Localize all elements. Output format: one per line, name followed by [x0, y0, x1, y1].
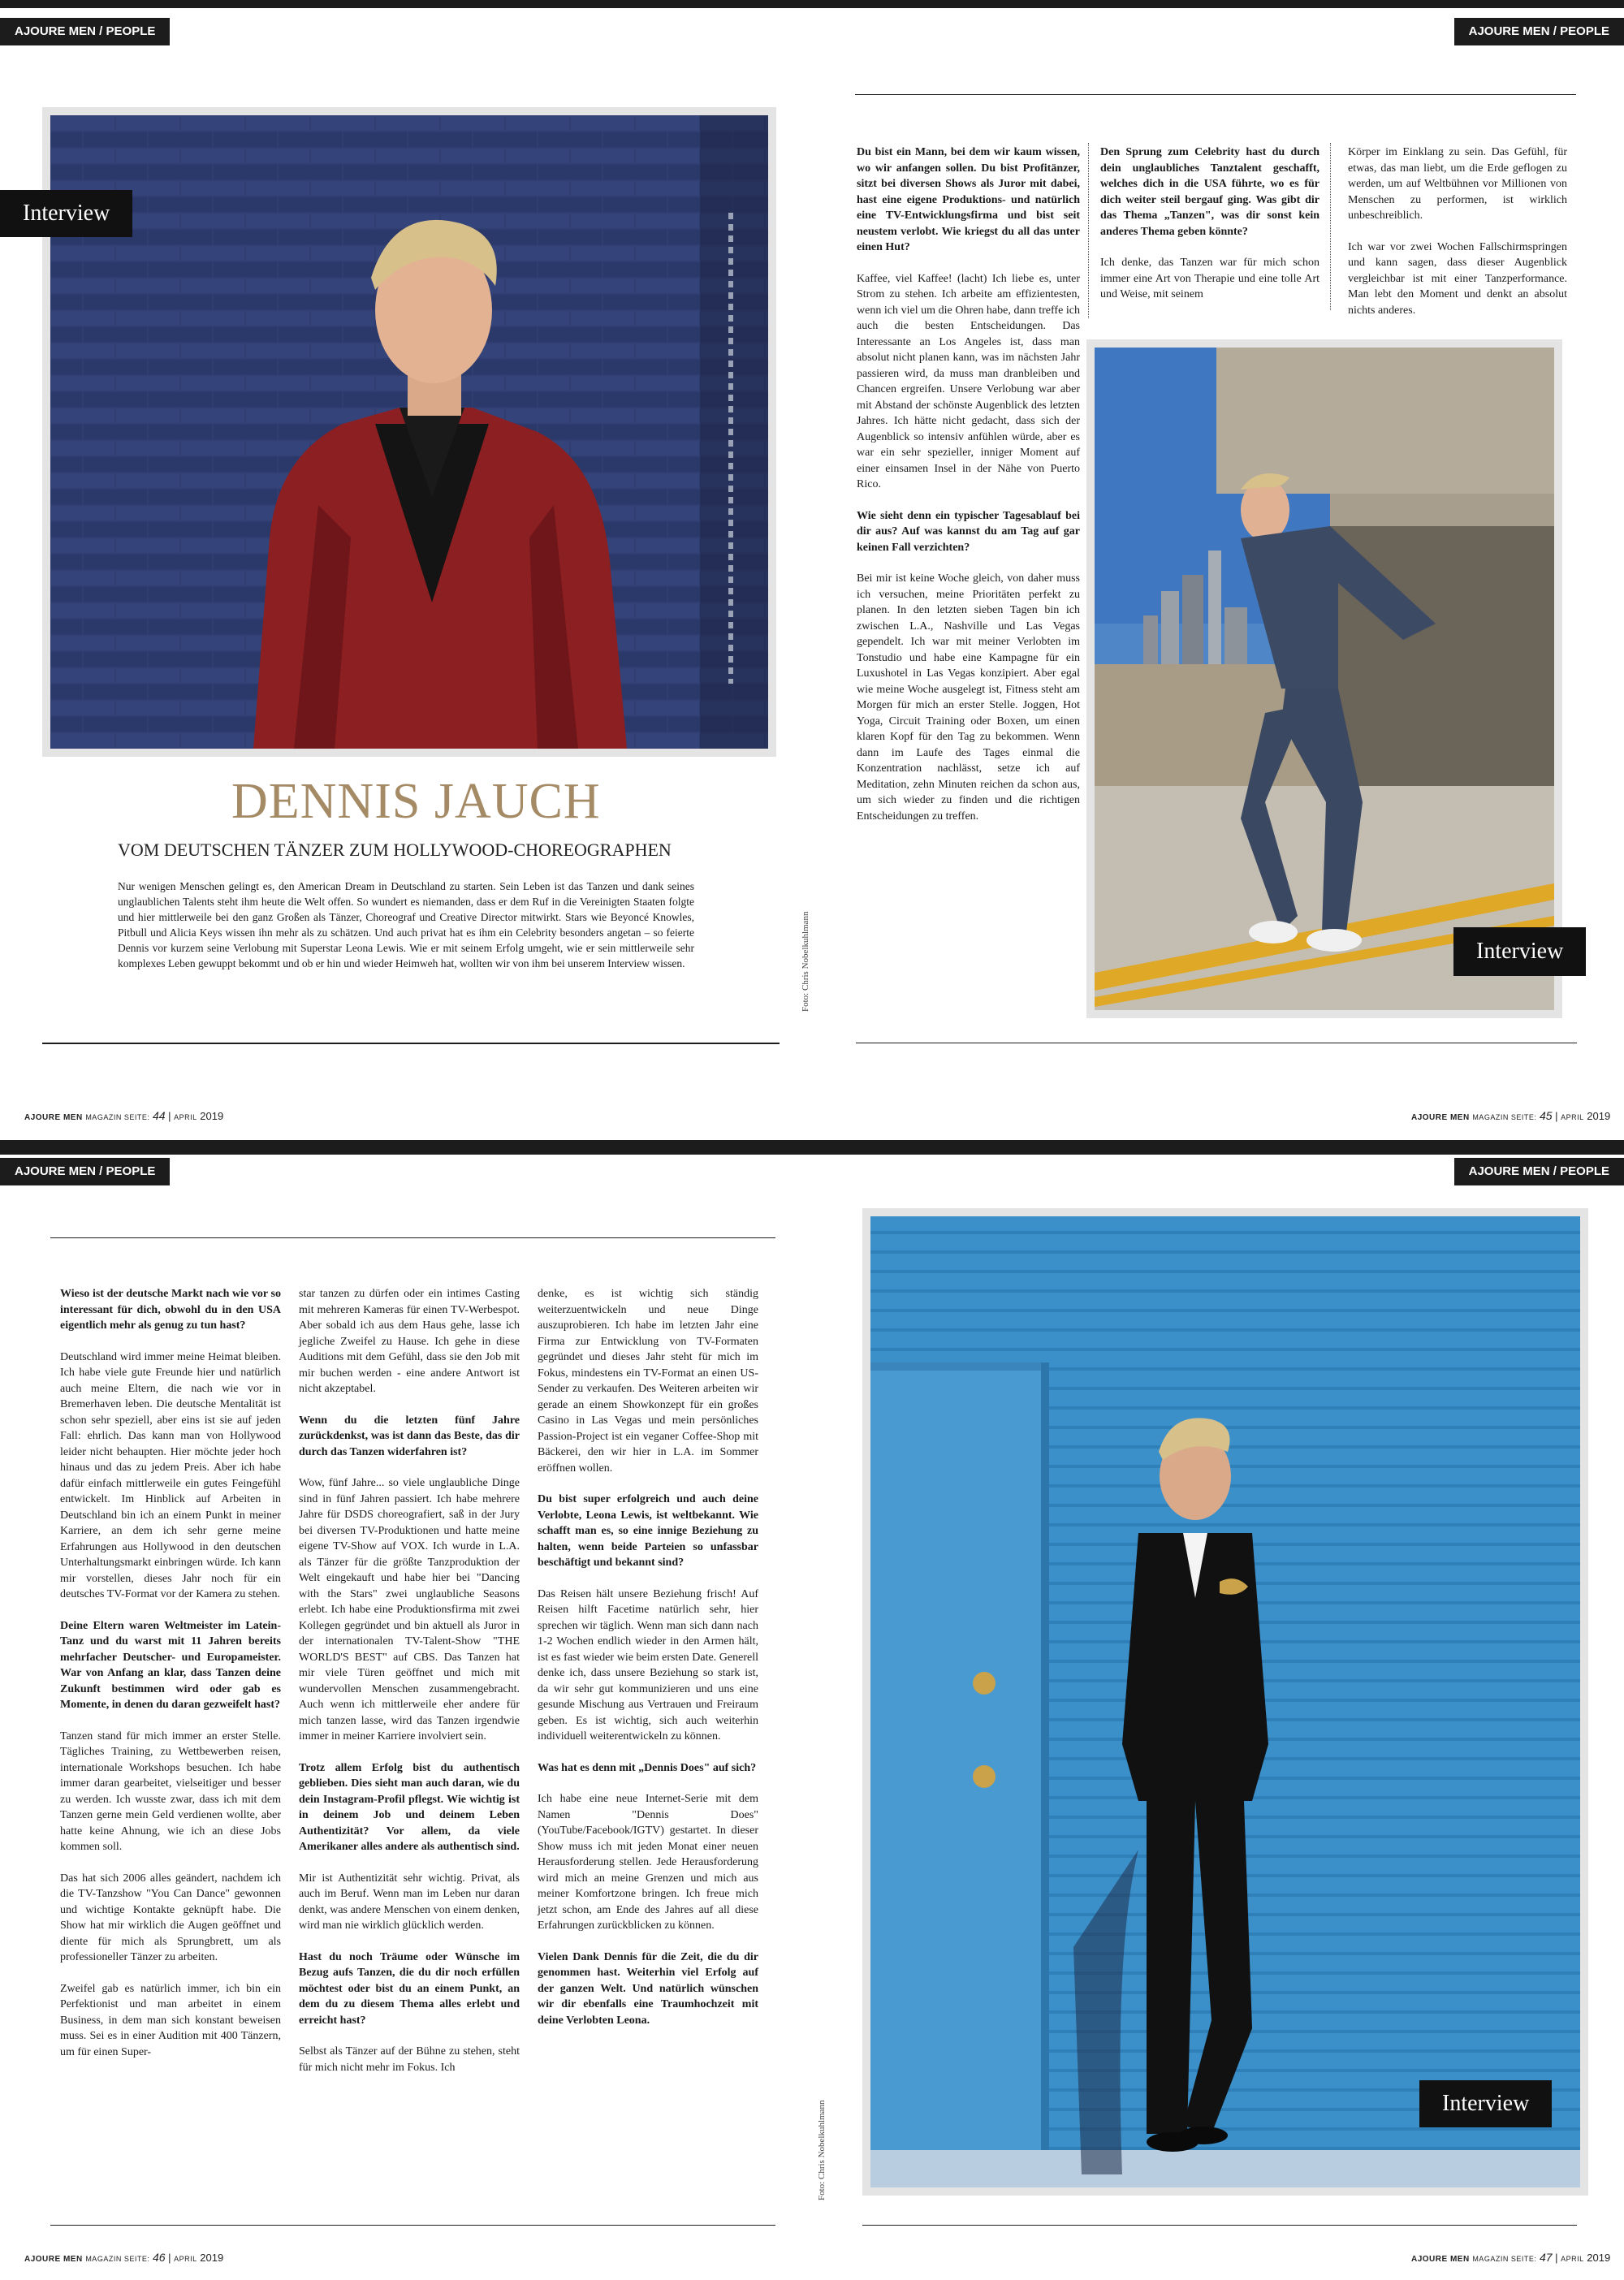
folio-year: 2019	[1587, 1110, 1611, 1122]
folio-month: APRIL	[1561, 2255, 1584, 2263]
p45-column-3	[1348, 145, 1567, 334]
photo-frame-red-jacket	[42, 107, 776, 757]
folio-month: APRIL	[174, 1113, 197, 1121]
bottom-rule-p47	[862, 2225, 1577, 2226]
answer: Deutschland wird immer meine Heimat bleiben. Ich habe viele gute Freunde hier und natürlich auch meine Eltern, die nach wie vor in Bremerhaven leben. Die deutsche Mentalität ist schon sehr speziell, aber eins ist sie auf jeden Fall: ehrlich. Das kann man von Hollywood leider nicht behaupten. Hier möchte jeder hoch hinaus und das zu jedem Preis. Aber ich habe dafür einfach mittlerweile ein gutes Feingefühl entwickelt. Im Hinblick auf Arbeiten in Deutschland bin ich an einem Punkt in meiner Karriere, an dem ich sehr gerne meine Erfahrungen aus Hollywood in den deutschen Unterhaltungsmarkt einbringen würde. Ich kann mir vorstellen, dieses Jahr noch für ein deutsches TV-Format vor der Kamera zu stehen.	[60, 1350, 281, 1600]
answer: Selbst als Tänzer auf der Bühne zu stehen, steht für mich nicht mehr im Fokus. Ich	[299, 2045, 520, 2074]
answer: star tanzen zu dürfen oder ein intimes Casting mit mehreren Kameras für einen TV-Werbespot. Aber sobald ich aus dem Haus gehe, lasse ich jegliche Zweifel zu Hause. Ich gehe in diese Auditions mit dem Gefühl, dass sie den Job mit mir buchen werden - eine andere Antwort ist nicht akzeptabel.	[299, 1288, 520, 1395]
photo-credit-p47: Foto: Chris Nobelkuhlmann	[817, 2100, 827, 2200]
answer: Mir ist Authentizität sehr wichtig. Privat, als auch im Beruf. Wenn man im Leben nur daran denkt, was andere Menschen von einem denken, wird man nie wirklich glücklich werden.	[299, 1872, 520, 1932]
answer: Wow, fünf Jahre... so viele unglaubliche Dinge sind in fünf Jahren passiert. Ich habe mehrere Jahre für DSDS choreografiert, saß in der Jury bei diversen TV-Produktionen und hatte meine eigene TV-Show auf VOX. Ich wurde in L.A. als Tänzer für die größte Tanzproduktion der Welt eingekauft und habe hier bei "Dancing with the Stars" zwei unglaubliche Seasons erlebt. Ich habe eine Produktionsfirma mit zwei Kollegen gegründet und bin aktuell als Juror in der internationalen TV-Talent-Show "THE WORLD'S BEST" auf CBS. Das Tanzen hat mir viele Türen geöffnet und mich mit wundervollen Menschen zusammengebracht. Auch wenn ich mittlerweile eher andere für mich tanzen lasse, wird das Tanzen irgendwie immer in meiner Karriere involviert sein.	[299, 1477, 520, 1742]
answer: Tanzen stand für mich immer an erster Stelle. Tägliches Training, zu Wettbewerben reisen, internationale Workshops besuchen. Ich habe immer daran gearbeitet, vielseitiger und besser zu werden. Ich wusste zwar, dass ich mit dem Tanzen gerne mein Geld verdienen wollte, aber hatte keine Ahnung, wie ich an diese Jobs kommen soll.	[60, 1729, 281, 1853]
answer: Zweifel gab es natürlich immer, ich bin ein Perfektionist und man arbeitet in einem Business, in dem man sich konstant beweisen muss. Sei es in einer Audition mit 400 Tänzern, um für einen Super-	[60, 1982, 281, 2058]
folio-page-number: 46	[152, 2251, 166, 2264]
folio-page-number: 47	[1539, 2251, 1553, 2264]
folio-p44: AJOURE MEN MAGAZIN SEITE: 44 | APRIL 2019	[24, 1109, 224, 1122]
folio-magazine-label: MAGAZIN SEITE:	[1472, 1113, 1537, 1121]
folio-p45: AJOURE MEN MAGAZIN SEITE: 45 | APRIL 2019	[1411, 1109, 1611, 1122]
photo-red-jacket	[50, 115, 768, 749]
photo-credit-p44: Foto: Chris Nobelkuhlmann	[801, 911, 810, 1012]
folio-p46: AJOURE MEN MAGAZIN SEITE: 46 | APRIL 2019	[24, 2251, 224, 2264]
folio-magazine-label: MAGAZIN SEITE:	[85, 2255, 150, 2263]
answer: Körper im Einklang zu sein. Das Gefühl, für etwas, das man liebt, um die Erde geflogen zu werden, um auf Weltbühnen vor Millionen von Menschen zu performen, ist wirklich unbeschreiblich.	[1348, 146, 1567, 222]
folio-month: APRIL	[1561, 1113, 1584, 1121]
question: Du bist ein Mann, bei dem wir kaum wissen, wo wir anfangen sollen. Du bist Profitänzer, sitzt bei diversen Shows als Juror mit dabei, hast eine eigene Produktions- und natürlich eine TV-Entwicklungsfirma und bist seit neustem verlobt. Wie kriegst du all das unter einen Hut?	[857, 146, 1080, 253]
article-intro: Nur wenigen Menschen gelingt es, den American Dream in Deutschland zu starten. Sein Leben ist das Tanzen und dank seines unglaublichen Talents steht ihm heute die Welt offen. So wundert es niemanden, dass er dem Ruf in die Vereinigten Staaten folgte und hier mittlerweile bei den ganz Großen als Tänzer, Choreograf und Creative Director mitwirkt. Stars wie Beyoncé Knowles, Pitbull und Alicia Keys wissen ihn mehr als zu schätzen. Und auch privat hat es ihm ein Celebrity besonders angetan – so feierte Dennis vor kurzem seine Verlobung mit Superstar Leona Lewis. Wie er mit seinem Erfolg umgeht, wie er sein mittlerweile sehr komplexes Leben gewuppt bekommt und ob er hin und wieder Heimweh hat, wollten wir von ihm bei unserem Interview wissen.	[118, 880, 694, 969]
question: Wenn du die letzten fünf Jahre zurückdenkst, was ist dann das Beste, das dir durch das Tanzen widerfahren ist?	[299, 1414, 520, 1458]
interview-label-p44: Interview	[0, 190, 132, 237]
question: Deine Eltern waren Weltmeister im Latein-Tanz und du warst mit 11 Jahren bereits mehrfacher Deutscher- und Europameister. War von Anfang an klar, dass Tanzen deine Zukunft bestimmen wird oder gab es Momente, in denen du daran gezweifelt hast?	[60, 1619, 281, 1711]
p46-column-3	[538, 1286, 758, 2044]
folio-year: 2019	[200, 2252, 224, 2264]
p46-column-1	[60, 1286, 281, 2075]
top-rule-p46	[50, 1237, 775, 1238]
answer: Das Reisen hält unsere Beziehung frisch! Auf Reisen hilft Facetime natürlich sehr, hier sprechen wir täglich. Wenn man sich dann nach 1-2 Wochen endlich wieder in den Armen hält, ist es fast wieder wie beim ersten Date. Generell denke ich, dass unsere Beziehung so stark ist, da wir sehr gut kommunizieren und uns eine gesunde Mischung aus Vertrauen und Freiraum geben. Es ist wichtig, sich auch weiterhin individuell weiterentwickeln zu können.	[538, 1587, 758, 1742]
top-bar	[0, 1140, 1624, 1155]
top-rule-p45	[855, 94, 1576, 95]
question: Du bist super erfolgreich und auch deine Verlobte, Leona Lewis, ist weltbekannt. Wie schafft man es, so eine innige Beziehung zu halten, wenn beide Parteien so unfassbar beschäftigt und bekannt sind?	[538, 1493, 758, 1569]
question: Wieso ist der deutsche Markt nach wie vor so interessant für dich, obwohl du in den USA eigentlich mehr als genug zu tun hast?	[60, 1288, 281, 1332]
blue-shutter-portrait-image	[870, 1216, 1580, 2187]
answer: denke, es ist wichtig sich ständig weiterzuentwickeln und neue Dinge auszuprobieren. Ich habe im letzten Jahr eine Firma zur Entwicklung von TV-Formaten gegründet und dieses Jahr steht für mich im Fokus, mindestens ein TV-Format an einen US-Sender zu verkaufen. Des Weiteren arbeiten wir gerade an einem Showkonzept für ein großes Casino in Las Vegas und mein persönliches Passion-Project ist ein veganer Coffee-Shop mit Bäckerei, den wir hier in L.A. im Sommer eröffnen wollen.	[538, 1288, 758, 1475]
answer: Ich habe eine neue Internet-Serie mit dem Namen "Dennis Does" (YouTube/Facebook/IGTV) gestartet. In dieser Show muss ich mit jeden Monat einer neuen Herausforderung stellen. Jede Herausforderung wird mich an meine Grenzen und mich aus meiner Komfortzone bringen. Ich freue mich jetzt schon, am Ende des Jahres auf all diese Erfahrungen zurückblicken zu können.	[538, 1793, 758, 1932]
folio-month: APRIL	[174, 2255, 197, 2263]
question: Trotz allem Erfolg bist du authentisch geblieben. Dies sieht man auch daran, wie du dein Instagram-Profil pflegst. Wie wichtig ist in deinem Job und deinem Leben Authentizität? Vor allem, da viele Amerikaner alles andere als authentisch sind.	[299, 1761, 520, 1853]
portrait-red-jacket-image	[50, 115, 768, 749]
photo-rooftop	[1095, 348, 1554, 1010]
article-title: DENNIS JAUCH	[231, 774, 601, 829]
top-bar	[0, 0, 1624, 8]
question: Wie sieht denn ein typischer Tagesablauf bei dir aus? Auf was kannst du am Tag auf gar keinen Fall verzichten?	[857, 509, 1080, 554]
section-label-left: AJOURE MEN / PEOPLE	[0, 18, 170, 45]
section-label-right: AJOURE MEN / PEOPLE	[1454, 18, 1624, 45]
p46-column-2	[299, 1286, 520, 2091]
folio-year: 2019	[1587, 2252, 1611, 2264]
folio-magazine-label: MAGAZIN SEITE:	[1472, 2255, 1537, 2263]
answer: Ich war vor zwei Wochen Fallschirmspringen und kann sagen, dass dieser Augenblick vergleichbar ist mit einer Tanzperformance. Man lebt den Moment und denkt an absolut nichts anderes.	[1348, 240, 1567, 317]
section-label-left: AJOURE MEN / PEOPLE	[0, 1158, 170, 1185]
folio-brand: AJOURE MEN	[24, 2255, 83, 2264]
question: Den Sprung zum Celebrity hast du durch dein unglaubliches Tanztalent geschafft, welches dich in die USA führte, wo es für dich weiter steil bergauf ging. Was gibt dir das Thema „Tanzen", was dir sonst kein anderes Thema geben könnte?	[1100, 146, 1320, 238]
question: Hast du noch Träume oder Wünsche im Bezug aufs Tanzen, die du dir noch erfüllen möchtest oder bist du an einem Punkt, an dem du zu diesem Thema alles erlebt und erreicht hast?	[299, 1950, 520, 2027]
p45-column-2	[1100, 145, 1320, 318]
folio-magazine-label: MAGAZIN SEITE:	[85, 1113, 150, 1121]
question: Was hat es denn mit „Dennis Does" auf sich?	[538, 1761, 757, 1774]
folio-brand: AJOURE MEN	[1411, 2255, 1470, 2264]
bottom-rule-p46	[50, 2225, 775, 2226]
section-label-right: AJOURE MEN / PEOPLE	[1454, 1158, 1624, 1185]
bottom-rule-p44	[42, 1043, 780, 1044]
folio-page-number: 45	[1539, 1109, 1553, 1122]
column-divider	[1088, 143, 1089, 318]
folio-p47: AJOURE MEN MAGAZIN SEITE: 47 | APRIL 2019	[1411, 2251, 1611, 2264]
interview-label-p45: Interview	[1453, 927, 1586, 976]
article-subtitle: VOM DEUTSCHEN TÄNZER ZUM HOLLYWOOD-CHOREOGRAPHEN	[118, 840, 672, 860]
folio-brand: AJOURE MEN	[24, 1113, 83, 1122]
question: Vielen Dank Dennis für die Zeit, die du dir genommen hast. Weiterhin viel Erfolg auf der ganzen Welt. Und natürlich wünschen wir dir ebenfalls eine Traumhochzeit mit deine Verlobten Leona.	[538, 1950, 758, 2027]
answer: Das hat sich 2006 alles geändert, nachdem ich die TV-Tanzshow "You Can Dance" gewonnen und wichtige Kontakte geknüpft habe. Die Show hat mir wirklich die Augen geöffnet und diente für mich als Sprungbrett, um als professioneller Tänzer zu arbeiten.	[60, 1872, 281, 1963]
answer: Ich denke, das Tanzen war für mich schon immer eine Art von Therapie und eine tolle Art und Weise, mit seinem	[1100, 257, 1320, 300]
p45-column-1	[857, 145, 1080, 840]
photo-frame-rooftop	[1086, 339, 1562, 1018]
folio-year: 2019	[200, 1110, 224, 1122]
rooftop-dance-image	[1095, 348, 1554, 1010]
photo-blue-shutter	[870, 1216, 1580, 2187]
photo-frame-blue-shutter	[862, 1208, 1588, 2196]
interview-label-p47: Interview	[1419, 2080, 1552, 2127]
answer: Bei mir ist keine Woche gleich, von daher muss ich versuchen, meine Prioritäten perfekt zu planen. In den letzten sieben Tagen bin ich zwischen L.A., Nashville und Las Vegas gependelt. Ich war mit meiner Verlobten im Tonstudio und habe eine Kampagne für ein Luxushotel in Las Vegas konzipiert. Aber egal wie meine Woche ausgelegt ist, Fitness steht am Morgen für mich an erster Stelle. Joggen, Hot Yoga, Circuit Training oder Boxen, um einen klaren Kopf für den Tag zu bekommen. Wenn dann im Laufe des Tages einmal die Konzentration nachlässt, setze ich auf Meditation, zehn Minuten reichen da schon aus, um sich wieder zu finden und die richtigen Entscheidungen zu treffen.	[857, 572, 1080, 823]
answer: Kaffee, viel Kaffee! (lacht) Ich liebe es, unter Strom zu stehen. Ich arbeite am effizientesten, wenn ich viel um die Ohren habe, dann treffe ich auch die besten Entscheidungen. Das Interessante an Los Angeles ist, dass man absolut nicht planen kann, was im nächsten Jahr passieren wird, da muss man dranbleiben und Chancen ergreifen. Unsere Verlobung war aber mit Abstand der schönste Augenblick des letzten Jahres. Ich hätte nicht gedacht, dass sich der Augenblick so intensiv anfühlen würde, aber es war ein sehr spezieller, inniger Moment auf einer einsamen Insel in der Nähe von Puerto Rico.	[857, 272, 1080, 490]
spread-pages-46-47	[0, 1140, 1624, 2280]
folio-brand: AJOURE MEN	[1411, 1113, 1470, 1122]
folio-page-number: 44	[152, 1109, 166, 1122]
column-divider	[1330, 143, 1331, 310]
